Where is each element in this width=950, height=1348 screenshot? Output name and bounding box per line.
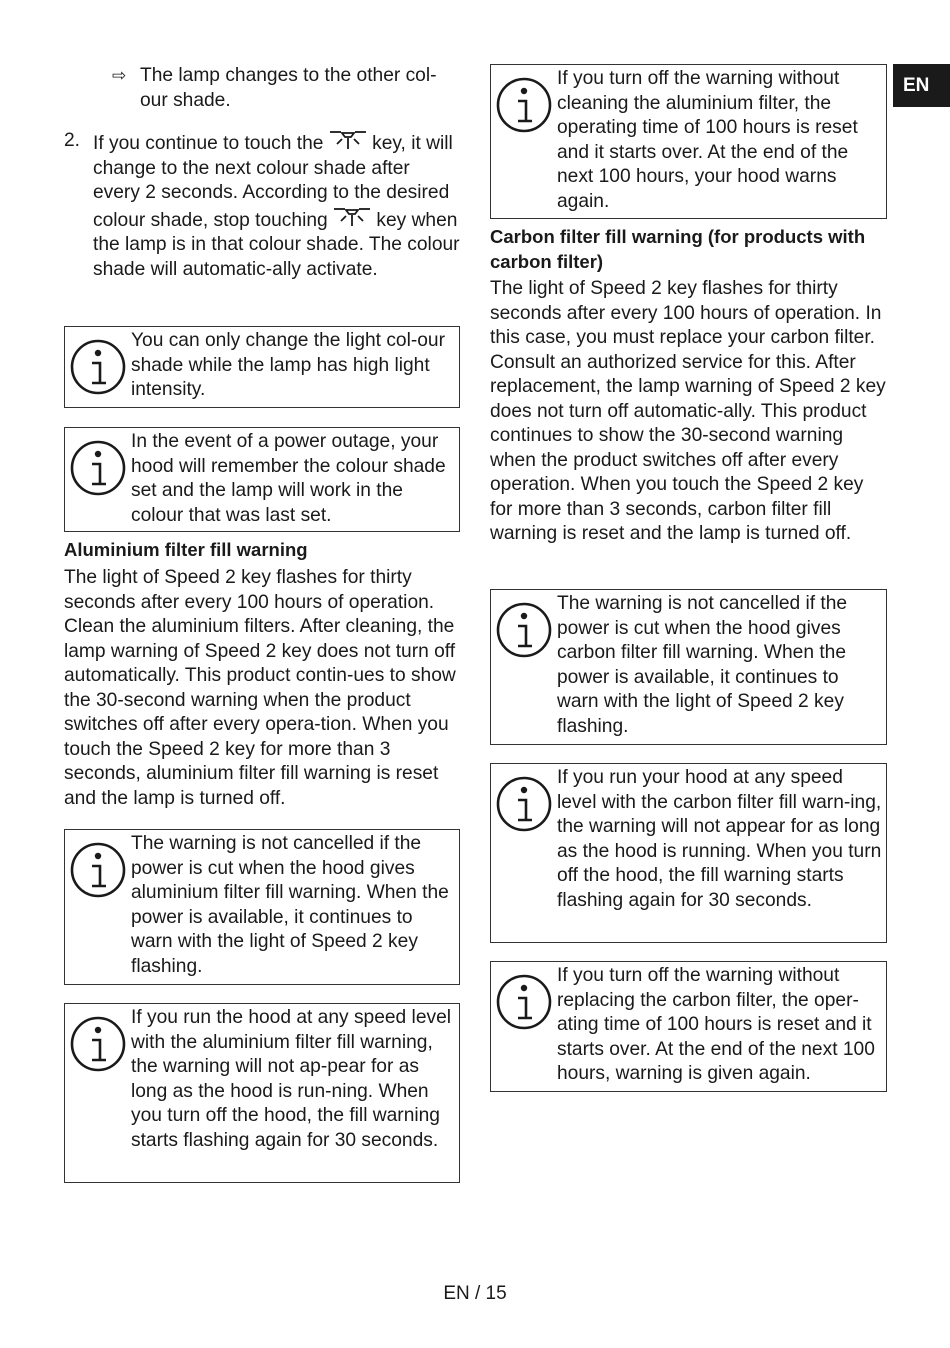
step-text-a: If you continue to touch the — [93, 133, 324, 154]
section-heading: Aluminium filter fill warning — [64, 539, 308, 560]
info-icon — [496, 776, 552, 832]
note-text: You can only change the light col-our shade while the lamp has high light intensity. — [131, 330, 445, 400]
step-text-b: key, it will change to the next colour shade after every 2 seconds. According to the desired colour shade, stop touching — [93, 133, 453, 231]
info-note — [64, 326, 460, 408]
step-2 — [64, 129, 460, 282]
section-paragraph: The light of Speed 2 key flashes for thirty seconds after every 100 hours of operation. In this case, you must replace your carbon filter. Consult an authorized service for this. After replacement, the lamp warning of Speed 2 key does not turn off automatic-ally. This product continues to show the 30-second warning when the product switches off after every operation. When you touch the Speed 2 key for more than 3 seconds, carbon filter fill warning is reset and the lamp is turned off. — [490, 278, 886, 544]
note-text: The warning is not cancelled if the power is cut when the hood gives carbon filter fill warning. When the power is available, it continues to warn with the light of Speed 2 key flashing. — [557, 593, 848, 737]
info-icon — [70, 440, 126, 496]
page-number: EN / 15 — [443, 1283, 507, 1304]
lamp-key-icon — [329, 129, 367, 151]
info-note — [490, 961, 887, 1092]
note-text: If you run your hood at any speed level with the carbon filter fill warn-ing, the warning will not appear for as long as the hood is running. When you turn off the hood, the fill warning starts flashing again for 30 seconds. — [557, 767, 882, 911]
lamp-key-icon — [333, 206, 371, 228]
result-arrow-icon: ⇨ — [112, 66, 127, 85]
note-text: If you run the hood at any speed level with the aluminium filter fill warning, the warning will not ap-pear for as long as the hood is run-ning. When you turn off the hood, the fill warning starts flashing again for 30 seconds. — [131, 1007, 452, 1151]
info-icon — [496, 602, 552, 658]
info-icon — [70, 1016, 126, 1072]
section-heading: Carbon filter fill warning (for products with carbon filter) — [490, 226, 866, 272]
step-text — [93, 129, 460, 282]
info-icon — [496, 77, 552, 133]
note-text: The warning is not cancelled if the power is cut when the hood gives aluminium filter fill warning. When the power is available, it continues to warn with the light of Speed 2 key flashing. — [131, 833, 449, 977]
info-note — [64, 1003, 460, 1183]
info-icon — [496, 974, 552, 1030]
section-paragraph: The light of Speed 2 key flashes for thirty seconds after every 100 hours of operation. Clean the aluminium filters. After cleaning, the lamp warning of Speed 2 key does not turn off automatically. This product contin-ues to show the 30-second warning when the product switches off after every opera-tion. When you touch the Speed 2 key for more than 3 seconds, aluminium filter fill warning is reset and the lamp is turned off. — [64, 567, 456, 809]
info-icon — [70, 842, 126, 898]
result-line — [112, 64, 460, 113]
note-text: In the event of a power outage, your hood will remember the colour shade set and the lamp will work in the colour that was last set. — [131, 431, 446, 526]
language-tab: EN — [893, 64, 950, 107]
info-note — [490, 589, 887, 745]
step-text-c: key when the lamp is in that colour shade. The colour shade will automatic-ally activate. — [93, 209, 460, 280]
info-note — [64, 427, 460, 532]
info-note — [490, 763, 887, 943]
step-number: 2. — [64, 130, 81, 151]
info-note — [64, 829, 460, 985]
info-icon — [70, 339, 126, 395]
info-note — [490, 64, 887, 219]
result-text: The lamp changes to the other col-our shade. — [140, 65, 437, 111]
note-text: If you turn off the warning without replacing the carbon filter, the oper-ating time of 100 hours is reset and it starts over. At the end of the next 100 hours, warning is given again. — [557, 965, 875, 1084]
note-text: If you turn off the warning without cleaning the aluminium filter, the operating time of 100 hours is reset and it starts over. At the end of the next 100 hours, your hood warns again. — [557, 68, 858, 212]
